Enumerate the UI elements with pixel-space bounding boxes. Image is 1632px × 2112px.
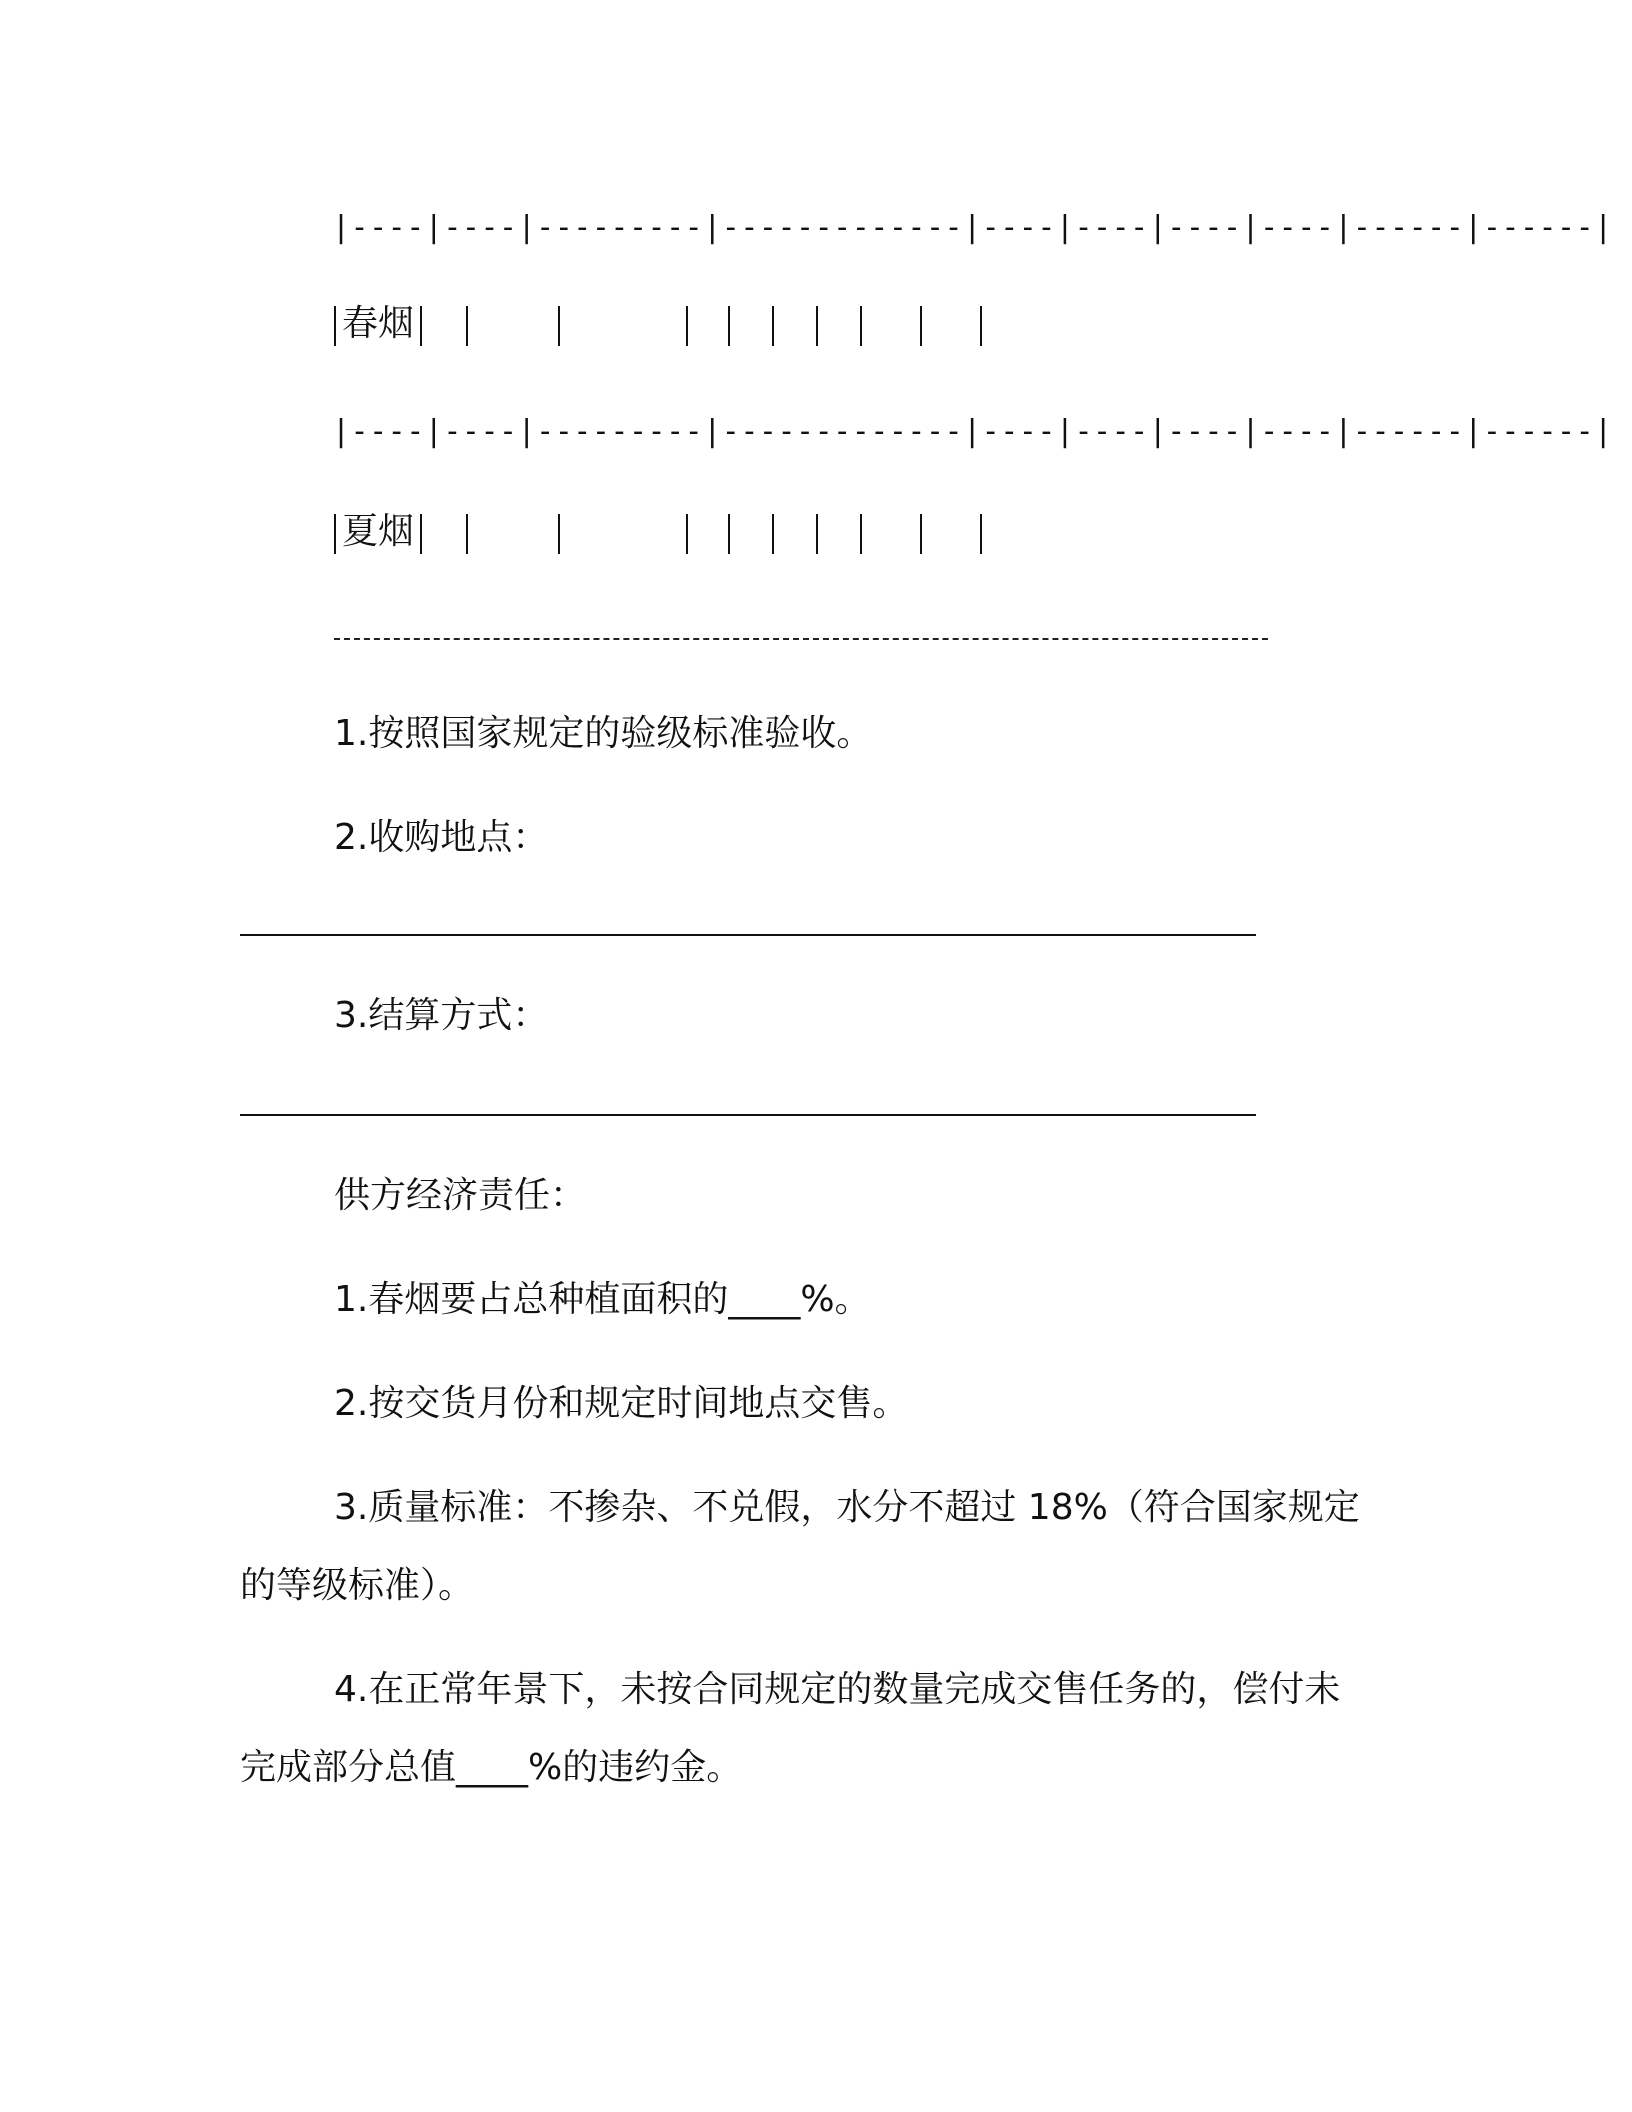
table-bottom-rule	[334, 638, 1268, 640]
fill-line-settlement	[240, 1114, 1256, 1116]
item-settlement: 3.结算方式：	[334, 995, 549, 1036]
supplier-item-3-line-2: 的等级标准）。	[240, 1565, 475, 1606]
supplier-item-1: 1.春烟要占总种植面积的____%。	[334, 1279, 871, 1320]
row-label-spring-tobacco: 春烟	[342, 303, 415, 344]
supplier-item-3-line-1: 3.质量标准：不掺杂、不兑假，水分不超过 18%（符合国家规定	[334, 1487, 1360, 1528]
supplier-heading: 供方经济责任：	[334, 1175, 587, 1216]
supplier-item-2: 2.按交货月份和规定时间地点交售。	[334, 1383, 909, 1424]
fill-line-purchase-place	[240, 934, 1256, 936]
item-purchase-place: 2.收购地点：	[334, 817, 549, 858]
item-inspection: 1.按照国家规定的验级标准验收。	[334, 713, 873, 754]
row-label-summer-tobacco: 夏烟	[342, 511, 415, 552]
supplier-item-4-line-2: 完成部分总值____%的违约金。	[240, 1747, 743, 1788]
table-separator-top: |----|----|---------|-------------|----|----|----|----|------|------|	[332, 210, 1613, 245]
supplier-item-4-line-1: 4.在正常年景下，未按合同规定的数量完成交售任务的，偿付未	[334, 1669, 1341, 1710]
table-separator-middle: |----|----|---------|-------------|----|----|----|----|------|------|	[332, 414, 1613, 449]
